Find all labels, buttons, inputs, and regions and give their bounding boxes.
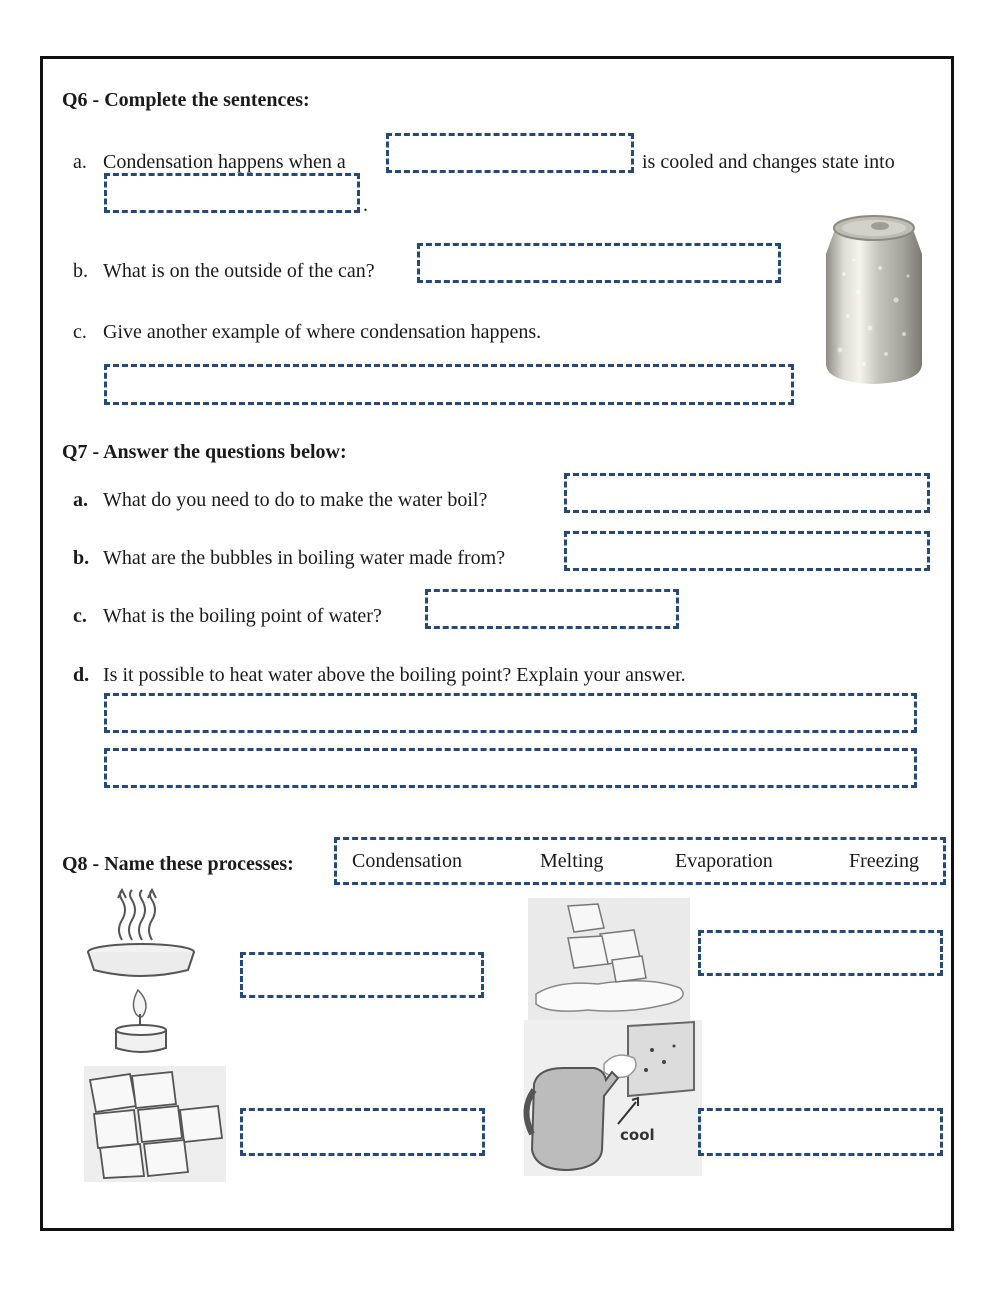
q7-d-answer-line-1[interactable]: [104, 693, 917, 733]
q6-c-text: Give another example of where condensation happens.: [103, 321, 542, 343]
q6-a-text-end: .: [363, 194, 368, 216]
word-bank-condensation: Condensation: [352, 850, 462, 872]
word-bank-freezing: Freezing: [849, 850, 919, 872]
q7-a-label: a.: [73, 489, 88, 511]
q8-melting-answer[interactable]: [698, 930, 943, 976]
q7-d-label: d.: [73, 664, 90, 686]
q6-b-answer[interactable]: [417, 243, 781, 283]
q7-c-label: c.: [73, 605, 87, 627]
ice-cubes-image: [84, 1066, 226, 1182]
q7-title: Q7 - Answer the questions below:: [62, 441, 347, 463]
kettle-cool-label: cool: [620, 1126, 655, 1144]
q7-b-label: b.: [73, 547, 90, 569]
q6-a-answer-2[interactable]: [104, 173, 360, 213]
q6-a-text-middle: is cooled and changes state into: [642, 151, 895, 173]
q6-c-label: c.: [73, 321, 87, 343]
q7-a-text: What do you need to do to make the water boil?: [103, 489, 488, 511]
soda-can-image: [818, 204, 930, 386]
q7-d-answer-line-2[interactable]: [104, 748, 917, 788]
q6-a-label: a.: [73, 151, 87, 173]
q8-freezing-answer[interactable]: [240, 1108, 485, 1156]
evaporation-dish-image: [86, 890, 206, 1056]
q7-d-text: Is it possible to heat water above the boiling point? Explain your answer.: [103, 664, 686, 686]
q7-b-answer[interactable]: [564, 531, 930, 571]
q7-c-answer[interactable]: [425, 589, 679, 629]
q7-b-text: What are the bubbles in boiling water made from?: [103, 547, 506, 569]
word-bank-evaporation: Evaporation: [675, 850, 773, 872]
q6-a-text-start: Condensation happens when a: [103, 151, 346, 173]
q8-evaporation-answer[interactable]: [240, 952, 484, 998]
q6-c-answer[interactable]: [104, 364, 794, 405]
q8-condensation-answer[interactable]: [698, 1108, 943, 1156]
q6-a-answer-1[interactable]: [386, 133, 634, 173]
kettle-condensation-image: [524, 1020, 702, 1176]
q7-c-text: What is the boiling point of water?: [103, 605, 382, 627]
melting-ice-image: [528, 898, 690, 1024]
q8-title: Q8 - Name these processes:: [62, 853, 294, 875]
word-bank-melting: Melting: [540, 850, 604, 872]
q6-title: Q6 - Complete the sentences:: [62, 89, 310, 111]
q7-a-answer[interactable]: [564, 473, 930, 513]
q6-b-label: b.: [73, 260, 88, 282]
q6-b-text: What is on the outside of the can?: [103, 260, 375, 282]
